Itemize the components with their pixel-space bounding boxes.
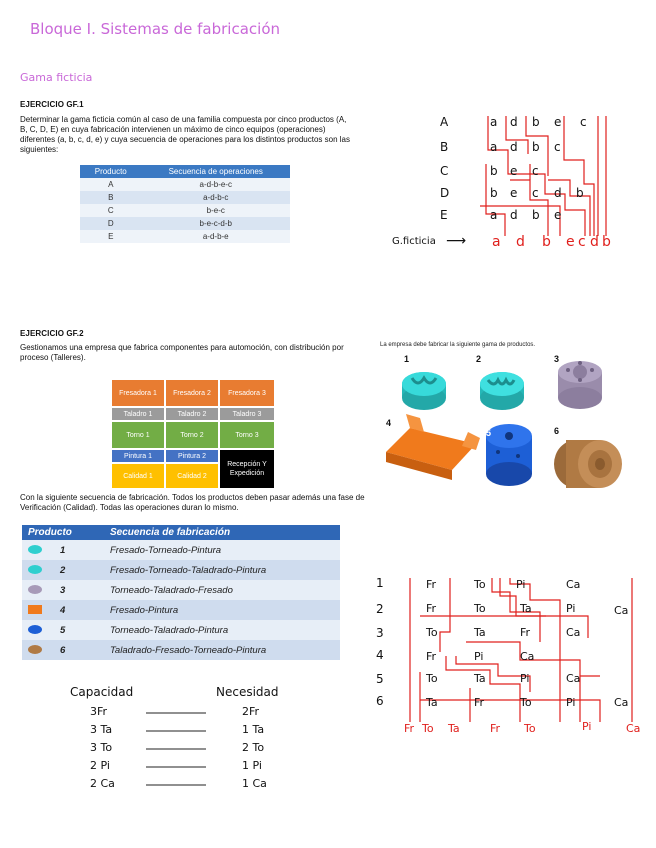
table-row bbox=[80, 178, 290, 191]
fictitious-range-label: G.ficticia bbox=[392, 236, 436, 247]
col-header-product: Producto bbox=[80, 165, 142, 178]
op: Fr bbox=[474, 696, 485, 709]
result-op: a bbox=[492, 234, 501, 250]
workshop-layout bbox=[112, 380, 276, 490]
product-thumb-icon bbox=[28, 645, 42, 654]
op: e bbox=[510, 186, 518, 200]
cell-torno-1: Torno 1 bbox=[112, 422, 164, 448]
result-op: Ta bbox=[448, 722, 460, 735]
op: Pi bbox=[516, 578, 526, 591]
product-id: 4 bbox=[60, 604, 66, 616]
op: Pi bbox=[474, 650, 484, 663]
gf2-red-lines bbox=[370, 572, 650, 744]
necessity-value: 2Fr bbox=[242, 705, 260, 718]
product-cell bbox=[22, 580, 104, 600]
row-number: 6 bbox=[376, 694, 384, 708]
op: c bbox=[554, 140, 561, 154]
exercise-gf1-text: Determinar la gama ficticia común al caso de una familia compuesta por cinco productos (A, B, C, D, E) en cuya fabricación intervienen un máximo de cinco equipos (operaciones) diferentes (a, b, c, d, e) y cuya secuencia de operaciones para los distintos productos son las siguientes: bbox=[20, 115, 350, 154]
table-row bbox=[80, 204, 290, 217]
section-title: Gama ficticia bbox=[20, 71, 93, 84]
result-op: b bbox=[602, 234, 611, 250]
op: To bbox=[474, 602, 486, 615]
product-cell bbox=[22, 620, 104, 640]
product-number: 6 bbox=[554, 426, 560, 436]
capacity-header: Capacidad bbox=[70, 685, 134, 699]
result-op: Ca bbox=[626, 722, 641, 735]
table-row bbox=[22, 580, 340, 600]
op: To bbox=[520, 696, 532, 709]
cell: a-d-b-e bbox=[142, 230, 291, 243]
result-op: Fr bbox=[490, 722, 501, 735]
col-header-sequence: Secuencia de operaciones bbox=[142, 165, 291, 178]
gf2-fictitious-range-diagram bbox=[370, 572, 650, 744]
sequence-cell: Torneado-Taladrado-Pintura bbox=[104, 620, 340, 640]
product-thumb-icon bbox=[28, 585, 42, 594]
op: Ca bbox=[566, 578, 581, 591]
op: c bbox=[532, 164, 539, 178]
result-op: c bbox=[578, 234, 586, 250]
op: Fr bbox=[520, 626, 531, 639]
cell-torno-2: Torno 2 bbox=[166, 422, 218, 448]
exercise-gf2-title: EJERCICIO GF.2 bbox=[20, 329, 84, 338]
op: Ca bbox=[566, 626, 581, 639]
capacity-table bbox=[70, 685, 310, 795]
row-number: 2 bbox=[376, 602, 384, 616]
product-number: 2 bbox=[476, 354, 482, 364]
cell: C bbox=[80, 204, 142, 217]
op: d bbox=[510, 115, 518, 129]
row-label-d: D bbox=[440, 186, 450, 200]
product-id: 1 bbox=[60, 544, 66, 556]
row-label-c: C bbox=[440, 164, 449, 178]
op: Fr bbox=[426, 602, 437, 615]
result-op: d bbox=[590, 234, 599, 250]
cell-calidad-2: Calidad 2 bbox=[166, 464, 218, 488]
row-number: 1 bbox=[376, 576, 384, 590]
products-caption: La empresa debe fabricar la siguiente gama de productos. bbox=[380, 342, 536, 348]
op: b bbox=[532, 140, 540, 154]
table-row bbox=[80, 217, 290, 230]
op: Ta bbox=[474, 672, 486, 685]
product-id: 5 bbox=[60, 624, 66, 636]
row-number: 3 bbox=[376, 626, 384, 640]
result-op: Pi bbox=[582, 720, 592, 733]
op: Pi bbox=[566, 602, 576, 615]
op: b bbox=[490, 164, 498, 178]
page-title: Bloque I. Sistemas de fabricación bbox=[30, 20, 281, 38]
sequence-cell: Torneado-Taladrado-Fresado bbox=[104, 580, 340, 600]
cell-torno-3: Torno 3 bbox=[220, 422, 274, 448]
product-id: 2 bbox=[60, 564, 66, 576]
table-row bbox=[22, 640, 340, 660]
result-op: To bbox=[422, 722, 434, 735]
cell: E bbox=[80, 230, 142, 243]
op: Ca bbox=[614, 604, 629, 617]
cell-pintura-2: Pintura 2 bbox=[166, 450, 218, 462]
op: Ca bbox=[614, 696, 629, 709]
op: a bbox=[490, 140, 498, 154]
cell: a-d-b-c bbox=[142, 191, 291, 204]
cell: a-d-b-e-c bbox=[142, 178, 291, 191]
necessity-value: 1 Pi bbox=[242, 759, 262, 772]
op: e bbox=[554, 208, 562, 222]
table-row bbox=[80, 230, 290, 243]
result-op: e bbox=[566, 234, 575, 250]
cell: D bbox=[80, 217, 142, 230]
op: To bbox=[426, 672, 438, 685]
necessity-value: 1 Ca bbox=[242, 777, 267, 790]
product-thumb-icon bbox=[28, 565, 42, 574]
exercise-gf2-text: Gestionamos una empresa que fabrica componentes para automoción, con distribución por proceso (Talleres). bbox=[20, 343, 344, 362]
row-label-b: B bbox=[440, 140, 449, 154]
products-illustration bbox=[380, 352, 630, 500]
op: c bbox=[580, 115, 587, 129]
product-cell bbox=[22, 560, 104, 580]
op: Ta bbox=[426, 696, 438, 709]
op: b bbox=[532, 208, 540, 222]
op: Ta bbox=[520, 602, 532, 615]
cell-taladro-1: Taladro 1 bbox=[112, 408, 164, 420]
op: Ca bbox=[566, 672, 581, 685]
cell-pintura-1: Pintura 1 bbox=[112, 450, 164, 462]
op: Ca bbox=[520, 650, 535, 663]
op: a bbox=[490, 115, 498, 129]
op: Pi bbox=[566, 696, 576, 709]
op: To bbox=[474, 578, 486, 591]
capacity-value: 3 To bbox=[90, 741, 113, 754]
op: b bbox=[490, 186, 498, 200]
op: Ta bbox=[474, 626, 486, 639]
product-thumb-icon bbox=[28, 605, 42, 614]
op: Fr bbox=[426, 578, 437, 591]
result-op: b bbox=[542, 234, 551, 250]
cell: b-e-c bbox=[142, 204, 291, 217]
op: d bbox=[510, 140, 518, 154]
cell-taladro-2: Taladro 2 bbox=[166, 408, 218, 420]
exercise-gf2-text2: Con la siguiente secuencia de fabricación. Todos los productos deben pasar además una fase de Verificación (Calidad). Todas las operaciones duran lo mismo. bbox=[20, 493, 365, 512]
result-op: To bbox=[524, 722, 536, 735]
op: d bbox=[554, 186, 562, 200]
sequence-cell: Taladrado-Fresado-Torneado-Pintura bbox=[104, 640, 340, 660]
op: a bbox=[490, 208, 498, 222]
product-cell bbox=[22, 640, 104, 660]
cell: b-e-c-d-b bbox=[142, 217, 291, 230]
sequence-cell: Fresado-Torneado-Pintura bbox=[104, 540, 340, 560]
cell: B bbox=[80, 191, 142, 204]
necessity-header: Necesidad bbox=[216, 685, 279, 699]
op: b bbox=[532, 115, 540, 129]
row-label-e: E bbox=[440, 208, 448, 222]
capacity-value: 3Fr bbox=[90, 705, 108, 718]
product-number: 5 bbox=[486, 428, 492, 438]
gf1-fictitious-range-diagram bbox=[380, 110, 630, 260]
cell-fresadora-1: Fresadora 1 bbox=[112, 380, 164, 406]
gf2-sequence-table bbox=[22, 525, 340, 660]
row-label-a: A bbox=[440, 115, 449, 129]
product-id: 6 bbox=[60, 644, 66, 656]
product-cell bbox=[22, 600, 104, 620]
necessity-value: 2 To bbox=[242, 741, 265, 754]
product-number: 1 bbox=[404, 354, 410, 364]
op: Pi bbox=[520, 672, 530, 685]
col-header-product: Producto bbox=[22, 525, 104, 540]
cell-fresadora-3: Fresadora 3 bbox=[220, 380, 274, 406]
arrow-right-icon: ⟶ bbox=[446, 233, 467, 249]
op: To bbox=[426, 626, 438, 639]
product-id: 3 bbox=[60, 584, 66, 596]
op: b bbox=[576, 186, 584, 200]
product-number: 3 bbox=[554, 354, 560, 364]
cell-calidad-1: Calidad 1 bbox=[112, 464, 164, 488]
row-number: 4 bbox=[376, 648, 384, 662]
product-cell bbox=[22, 540, 104, 560]
products-drawing bbox=[380, 352, 630, 500]
capacity-value: 2 Ca bbox=[90, 777, 115, 790]
dash-lines bbox=[70, 685, 310, 795]
capacity-value: 2 Pi bbox=[90, 759, 110, 772]
result-op: Fr bbox=[404, 722, 415, 735]
result-op: d bbox=[516, 234, 525, 250]
col-header-sequence: Secuencia de fabricación bbox=[104, 525, 340, 540]
product-number: 4 bbox=[386, 418, 392, 428]
sequence-cell: Fresado-Pintura bbox=[104, 600, 340, 620]
op: e bbox=[554, 115, 562, 129]
op: Fr bbox=[426, 650, 437, 663]
cell: A bbox=[80, 178, 142, 191]
cell-fresadora-2: Fresadora 2 bbox=[166, 380, 218, 406]
table-row bbox=[22, 560, 340, 580]
table-row bbox=[22, 600, 340, 620]
table-row bbox=[22, 620, 340, 640]
table-row bbox=[22, 540, 340, 560]
row-number: 5 bbox=[376, 672, 384, 686]
op: c bbox=[532, 186, 539, 200]
capacity-value: 3 Ta bbox=[90, 723, 113, 736]
op: d bbox=[510, 208, 518, 222]
exercise-gf1-title: EJERCICIO GF.1 bbox=[20, 100, 84, 109]
sequence-cell: Fresado-Torneado-Taladrado-Pintura bbox=[104, 560, 340, 580]
necessity-value: 1 Ta bbox=[242, 723, 265, 736]
op: e bbox=[510, 164, 518, 178]
gf1-sequence-table bbox=[80, 165, 290, 243]
cell-recepcion-expedicion: Recepción Y Expedición bbox=[220, 450, 274, 488]
table-row bbox=[80, 191, 290, 204]
cell-taladro-3: Taladro 3 bbox=[220, 408, 274, 420]
product-thumb-icon bbox=[28, 545, 42, 554]
product-thumb-icon bbox=[28, 625, 42, 634]
